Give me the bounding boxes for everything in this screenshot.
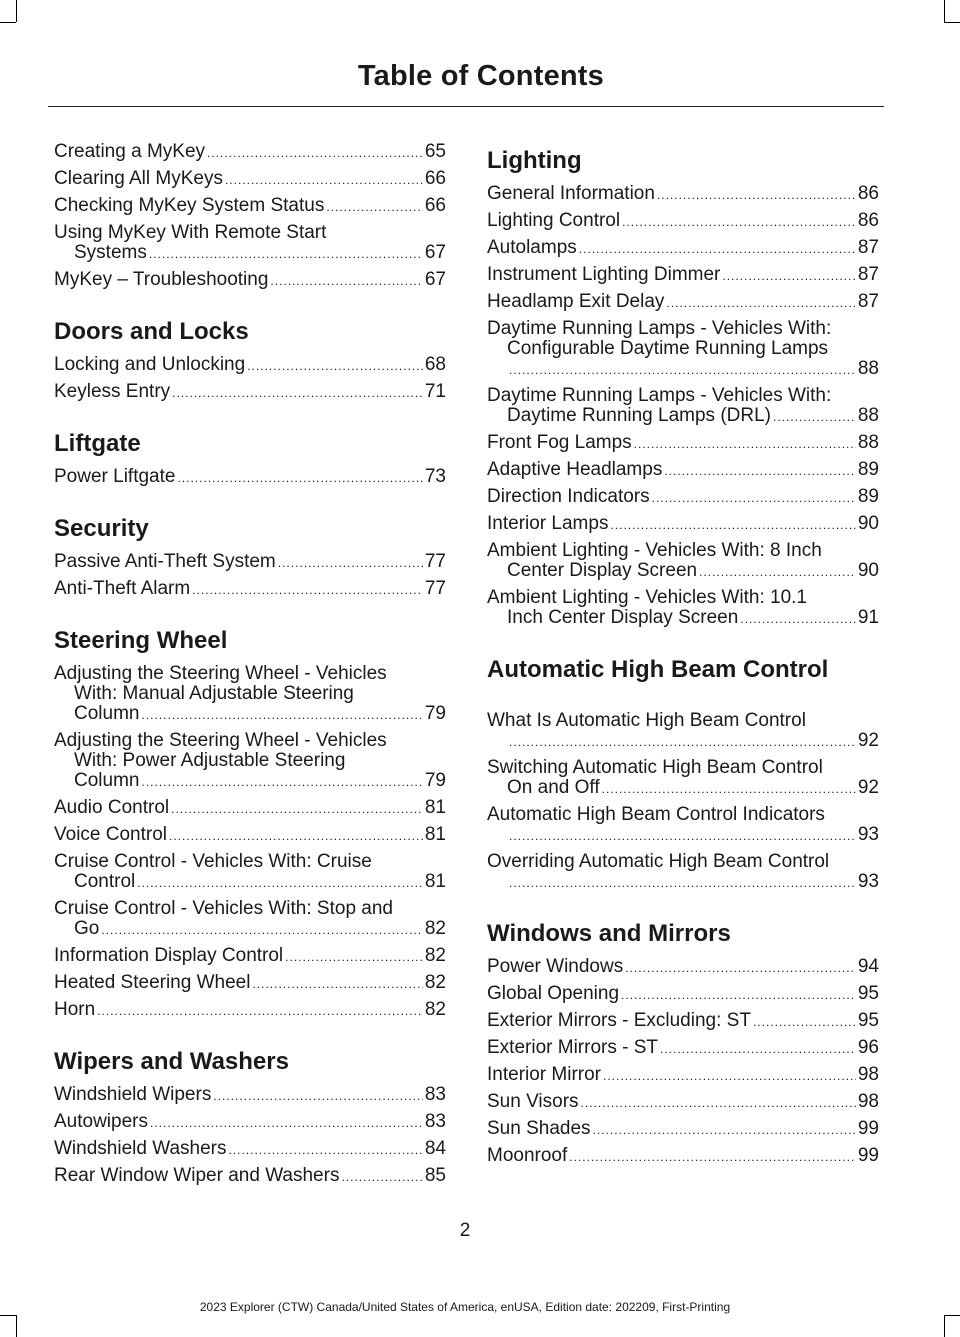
toc-page-number: 93 xyxy=(857,871,879,892)
toc-page-number: 82 xyxy=(424,973,446,993)
toc-entry[interactable] xyxy=(487,1065,879,1086)
dot-leader xyxy=(509,360,856,380)
toc-page-number: 81 xyxy=(424,825,446,845)
footer-edition: 2023 Explorer (CTW) Canada/United States of America, enUSA, Edition date: 202209, First-Printing xyxy=(199,1300,731,1314)
toc-entry[interactable] xyxy=(487,433,879,454)
toc-entry-label: Power Windows xyxy=(487,957,624,977)
dot-leader xyxy=(664,461,856,481)
dot-leader xyxy=(581,1093,856,1113)
page-title: Table of Contents xyxy=(357,60,604,92)
toc-entry-label: Heated Steering Wheel xyxy=(54,973,251,993)
toc-page-number: 83 xyxy=(424,1112,446,1132)
toc-entry-label: Daytime Running Lamps - Vehicles With: xyxy=(487,319,832,339)
dot-leader xyxy=(603,1066,856,1086)
dot-leader xyxy=(722,266,855,286)
toc-page-number: 95 xyxy=(857,984,879,1004)
toc-entry[interactable] xyxy=(54,731,446,792)
toc-entry-label: Horn xyxy=(54,1000,96,1020)
section-heading: Wipers and Washers xyxy=(54,1048,289,1075)
toc-entry[interactable] xyxy=(487,265,879,286)
dot-leader xyxy=(341,1167,422,1187)
toc-entry-label: Daytime Running Lamps (DRL) xyxy=(507,405,771,426)
toc-entry[interactable] xyxy=(54,973,446,994)
toc-page-number: 90 xyxy=(857,514,879,534)
dot-leader xyxy=(509,732,856,752)
toc-page-number: 85 xyxy=(424,1166,446,1186)
dot-leader xyxy=(137,873,423,893)
toc-page-number: 99 xyxy=(857,1119,879,1139)
toc-column-right xyxy=(487,142,879,1173)
header-divider xyxy=(48,106,884,107)
toc-entry[interactable] xyxy=(54,1139,446,1160)
toc-page-number: 89 xyxy=(857,460,879,480)
dot-leader xyxy=(657,185,856,205)
dot-leader xyxy=(171,799,423,819)
dot-leader xyxy=(207,143,423,163)
toc-page-number: 77 xyxy=(424,552,446,572)
toc-entry[interactable] xyxy=(54,1112,446,1133)
toc-entry-label: Adjusting the Steering Wheel - Vehicles xyxy=(54,731,387,751)
toc-page-number: 66 xyxy=(424,169,446,189)
toc-page-number: 92 xyxy=(857,730,879,751)
toc-page-number: 68 xyxy=(424,355,446,375)
toc-entry[interactable] xyxy=(487,984,879,1005)
toc-entry[interactable] xyxy=(487,460,879,481)
crop-mark xyxy=(16,0,17,22)
toc-entry-label: General Information xyxy=(487,184,655,204)
dot-leader xyxy=(172,383,423,403)
toc-entry[interactable] xyxy=(487,1011,879,1032)
toc-entry-label: Configurable Daytime Running Lamps xyxy=(507,338,829,359)
toc-entry[interactable] xyxy=(487,758,879,799)
dot-leader xyxy=(621,985,856,1005)
dot-leader xyxy=(660,1039,856,1059)
crop-mark xyxy=(944,22,960,23)
toc-page-number: 84 xyxy=(424,1139,446,1159)
toc-entry[interactable] xyxy=(54,579,446,600)
toc-entry-label: Windshield Washers xyxy=(54,1139,227,1159)
toc-entry-label: Clearing All MyKeys xyxy=(54,169,223,189)
toc-entry[interactable] xyxy=(54,664,446,725)
toc-entry-label: Global Opening xyxy=(487,984,620,1004)
toc-entry-label: Exterior Mirrors - ST xyxy=(487,1038,658,1058)
dot-leader xyxy=(740,609,856,629)
toc-entry[interactable] xyxy=(487,184,879,205)
toc-entry-label: Ambient Lighting - Vehicles With: 8 Inch xyxy=(487,541,822,561)
toc-entry-label: Go xyxy=(74,918,100,939)
toc-page-number: 98 xyxy=(857,1065,879,1085)
toc-entry[interactable] xyxy=(487,386,879,427)
dot-leader xyxy=(247,356,423,376)
toc-entry[interactable] xyxy=(487,487,879,508)
toc-entry-label: Cruise Control - Vehicles With: Stop and xyxy=(54,899,393,919)
toc-entry[interactable] xyxy=(487,292,879,313)
toc-column-left xyxy=(54,142,446,1193)
toc-entry[interactable] xyxy=(54,1166,446,1187)
dot-leader xyxy=(326,197,423,217)
toc-page-number: 87 xyxy=(857,238,879,258)
toc-entry-label: On and Off xyxy=(507,777,600,798)
toc-entry-label: MyKey – Troubleshooting xyxy=(54,270,269,290)
dot-leader xyxy=(192,580,423,600)
toc-entry-label: Cruise Control - Vehicles With: Cruise xyxy=(54,852,372,872)
toc-page-number: 91 xyxy=(857,607,879,628)
dot-leader xyxy=(634,434,856,454)
toc-entry-label: Center Display Screen xyxy=(507,560,698,581)
toc-entry[interactable] xyxy=(487,1092,879,1113)
dot-leader xyxy=(622,212,856,232)
crop-mark xyxy=(944,1315,945,1337)
toc-page-number: 67 xyxy=(424,242,446,263)
toc-page-number: 82 xyxy=(424,1000,446,1020)
toc-page-number: 90 xyxy=(857,560,879,581)
section-heading: Liftgate xyxy=(54,430,141,457)
toc-entry-label: Column xyxy=(74,703,140,724)
toc-page-number: 86 xyxy=(857,184,879,204)
toc-page-number: 87 xyxy=(857,265,879,285)
toc-entry[interactable] xyxy=(54,1085,446,1106)
page-number: 2 xyxy=(459,1220,471,1241)
toc-entry-label: Headlamp Exit Delay xyxy=(487,292,665,312)
dot-leader xyxy=(141,772,422,792)
toc-entry-label: What Is Automatic High Beam Control xyxy=(487,711,806,731)
toc-entry[interactable] xyxy=(487,211,879,232)
toc-entry[interactable] xyxy=(54,355,446,376)
toc-entry[interactable] xyxy=(54,169,446,190)
toc-entry[interactable] xyxy=(487,514,879,535)
toc-page-number: 77 xyxy=(424,579,446,599)
section-heading: Security xyxy=(54,515,149,542)
toc-page-number: 94 xyxy=(857,957,879,977)
toc-entry-label: Sun Visors xyxy=(487,1092,579,1112)
toc-entry[interactable] xyxy=(487,319,879,380)
toc-page-number: 93 xyxy=(857,824,879,845)
section-heading: Doors and Locks xyxy=(54,318,249,345)
toc-page-number: 87 xyxy=(857,292,879,312)
toc-entry-label: Checking MyKey System Status xyxy=(54,196,325,216)
dot-leader xyxy=(252,974,422,994)
toc-entry[interactable] xyxy=(487,1146,879,1167)
toc-page-number: 81 xyxy=(424,871,446,892)
toc-entry[interactable] xyxy=(54,382,446,403)
toc-entry-label: Passive Anti-Theft System xyxy=(54,552,276,572)
toc-entry-label: Anti-Theft Alarm xyxy=(54,579,191,599)
toc-page-number: 67 xyxy=(424,270,446,290)
toc-page-number: 88 xyxy=(857,358,879,379)
dot-leader xyxy=(666,293,855,313)
crop-mark xyxy=(16,1315,17,1337)
toc-entry-label: Autowipers xyxy=(54,1112,148,1132)
dot-leader xyxy=(625,958,856,978)
dot-leader xyxy=(150,1113,423,1133)
dot-leader xyxy=(169,826,423,846)
dot-leader xyxy=(753,1012,856,1032)
toc-entry-label: Inch Center Display Screen xyxy=(507,607,739,628)
toc-entry-label: Voice Control xyxy=(54,825,168,845)
toc-entry[interactable] xyxy=(487,957,879,978)
toc-entry-label: Front Fog Lamps xyxy=(487,433,632,453)
toc-entry[interactable] xyxy=(487,238,879,259)
toc-entry-label: Information Display Control xyxy=(54,946,284,966)
toc-entry-label: Using MyKey With Remote Start xyxy=(54,223,327,243)
toc-entry[interactable] xyxy=(54,552,446,573)
toc-entry-label: Locking and Unlocking xyxy=(54,355,246,375)
crop-mark xyxy=(944,1315,960,1316)
dot-leader xyxy=(773,407,856,427)
toc-entry[interactable] xyxy=(487,541,879,582)
toc-entry-label: Instrument Lighting Dimmer xyxy=(487,265,721,285)
dot-leader xyxy=(97,1001,423,1021)
toc-entry-label: Power Liftgate xyxy=(54,467,176,487)
toc-page-number: 82 xyxy=(424,946,446,966)
toc-entry-label: Column xyxy=(74,770,140,791)
toc-page-number: 81 xyxy=(424,798,446,818)
dot-leader xyxy=(509,826,856,846)
toc-page-number: 73 xyxy=(424,467,446,487)
toc-entry-label: Overriding Automatic High Beam Control xyxy=(487,852,830,872)
crop-mark xyxy=(0,1315,16,1316)
toc-entry-label: With: Manual Adjustable Steering xyxy=(74,683,354,704)
toc-entry[interactable] xyxy=(54,899,446,940)
toc-entry-label: Creating a MyKey xyxy=(54,142,206,162)
section-heading: Steering Wheel xyxy=(54,627,228,654)
toc-entry-label: With: Power Adjustable Steering xyxy=(74,750,346,771)
toc-entry-label: Sun Shades xyxy=(487,1119,591,1139)
toc-page-number: 66 xyxy=(424,196,446,216)
toc-entry-label: Switching Automatic High Beam Control xyxy=(487,758,823,778)
toc-page-number: 92 xyxy=(857,777,879,798)
toc-page-number: 79 xyxy=(424,703,446,724)
toc-entry-label: Interior Lamps xyxy=(487,514,609,534)
toc-page-number: 98 xyxy=(857,1092,879,1112)
dot-leader xyxy=(213,1086,423,1106)
toc-entry-label: Ambient Lighting - Vehicles With: 10.1 xyxy=(487,588,808,608)
toc-entry[interactable] xyxy=(487,1119,879,1140)
toc-entry-label: Adaptive Headlamps xyxy=(487,460,663,480)
dot-leader xyxy=(699,562,856,582)
toc-page-number: 89 xyxy=(857,487,879,507)
toc-entry-label: Lighting Control xyxy=(487,211,621,231)
toc-entry-label: Automatic High Beam Control Indicators xyxy=(487,805,825,825)
section-heading: Automatic High Beam Control xyxy=(487,656,829,683)
toc-entry-label: Direction Indicators xyxy=(487,487,650,507)
toc-entry[interactable] xyxy=(487,711,879,752)
toc-entry-label: Keyless Entry xyxy=(54,382,171,402)
toc-entry-label: Interior Mirror xyxy=(487,1065,602,1085)
dot-leader xyxy=(509,873,856,893)
dot-leader xyxy=(602,779,856,799)
toc-page-number: 95 xyxy=(857,1011,879,1031)
toc-entry[interactable] xyxy=(54,1000,446,1021)
dot-leader xyxy=(285,947,423,967)
toc-entry-label: Rear Window Wiper and Washers xyxy=(54,1166,340,1186)
toc-entry[interactable] xyxy=(54,223,446,264)
crop-mark xyxy=(0,22,16,23)
dot-leader xyxy=(579,239,856,259)
toc-entry-label: Adjusting the Steering Wheel - Vehicles xyxy=(54,664,387,684)
toc-entry-label: Audio Control xyxy=(54,798,170,818)
toc-entry-label: Autolamps xyxy=(487,238,577,258)
dot-leader xyxy=(270,271,422,291)
toc-page-number: 88 xyxy=(857,433,879,453)
toc-entry-label: Moonroof xyxy=(487,1146,568,1166)
toc-page-number: 65 xyxy=(424,142,446,162)
toc-page-number: 83 xyxy=(424,1085,446,1105)
dot-leader xyxy=(569,1147,856,1167)
crop-mark xyxy=(944,0,945,22)
toc-page-number: 88 xyxy=(857,405,879,426)
dot-leader xyxy=(149,244,423,264)
section-heading: Lighting xyxy=(487,147,582,174)
toc-entry-label: Daytime Running Lamps - Vehicles With: xyxy=(487,386,832,406)
toc-entry[interactable] xyxy=(54,852,446,893)
toc-entry-label: Control xyxy=(74,871,136,892)
dot-leader xyxy=(228,1140,422,1160)
dot-leader xyxy=(101,920,423,940)
dot-leader xyxy=(177,468,422,488)
dot-leader xyxy=(141,705,422,725)
toc-page-number: 71 xyxy=(424,382,446,402)
toc-page-number: 86 xyxy=(857,211,879,231)
toc-entry[interactable] xyxy=(54,142,446,163)
toc-page-number: 99 xyxy=(857,1146,879,1166)
toc-entry[interactable] xyxy=(54,946,446,967)
toc-entry[interactable] xyxy=(54,196,446,217)
toc-entry[interactable] xyxy=(54,270,446,291)
dot-leader xyxy=(593,1120,856,1140)
toc-entry[interactable] xyxy=(487,805,879,846)
dot-leader xyxy=(652,488,856,508)
toc-entry[interactable] xyxy=(54,825,446,846)
dot-leader xyxy=(278,553,423,573)
toc-entry[interactable] xyxy=(487,588,879,629)
toc-entry[interactable] xyxy=(487,852,879,893)
toc-page-number: 96 xyxy=(857,1038,879,1058)
section-heading: Windows and Mirrors xyxy=(487,920,731,947)
toc-entry[interactable] xyxy=(54,798,446,819)
toc-entry[interactable] xyxy=(487,1038,879,1059)
dot-leader xyxy=(610,515,855,535)
toc-page-number: 79 xyxy=(424,770,446,791)
dot-leader xyxy=(225,170,423,190)
toc-entry-label: Exterior Mirrors - Excluding: ST xyxy=(487,1011,751,1031)
toc-entry[interactable] xyxy=(54,467,446,488)
toc-entry-label: Windshield Wipers xyxy=(54,1085,212,1105)
toc-page-number: 82 xyxy=(424,918,446,939)
toc-entry-label: Systems xyxy=(74,242,147,263)
